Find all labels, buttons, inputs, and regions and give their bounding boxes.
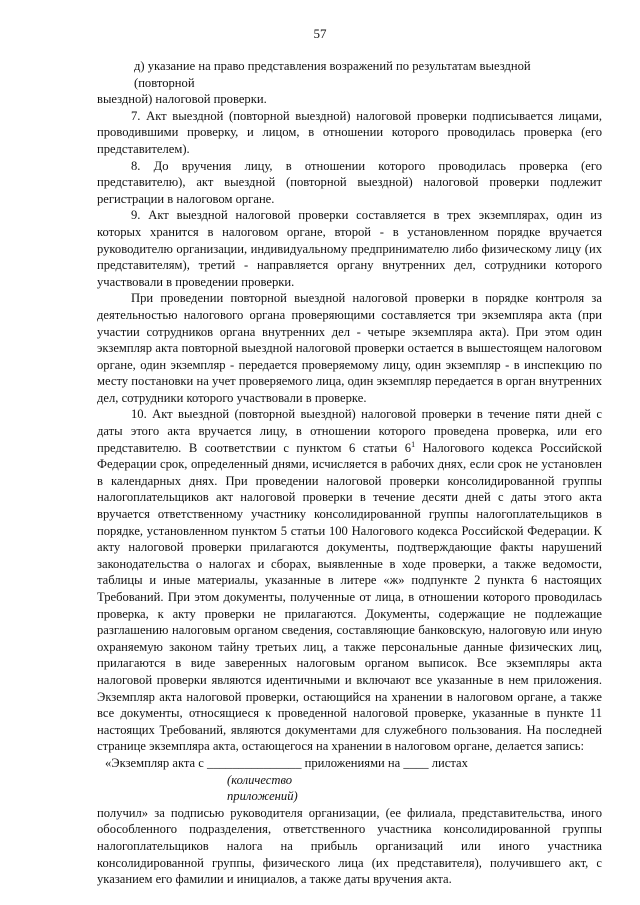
page-number: 57: [313, 26, 327, 41]
article-superscript: 1: [411, 439, 416, 449]
paragraph-10-part-b: Налогового кодекса Российской Федерации срок, определенный днями, исчисляется в рабочих днях, если срок не установлен в календарных днях. При проведении налоговой проверки консолидированной группы налогоплательщиков акт налоговой проверки в течение десяти дней с даты этого акта вручается ответственному участнику консолидированной группы налогоплательщиков в порядке, установленном пунктом 5 статьи 100 Налогового кодекса Российской Федерации. К акту налоговой проверки прилагаются документы, подтверждающие факты нарушений законодательства о налогах и сборах, выявленные в ходе проверки, а также ведомости, таблицы и иные материалы, указанные в литере «ж» подпункте 2 пункта 6 настоящих Требований. При этом документы, полученные от лица, в отношении которого проводилась проверка, к акту проверки не прилагаются. Документы, содержащие не подлежащие разглашению налоговым органом сведения, составляющие банковскую, налоговую или иную охраняемую законом тайну третьих лиц, а также персональные данные физических лиц, прилагаются в виде заверенных налоговым органом выписок. Все экземпляры акта налоговой проверки являются идентичными и включают все указанные в нем приложения. Экземпляр акта налоговой проверки, остающийся на хранении в налоговом органе, а также все документы, относящиеся к проведенной налоговой проверке, указанные в пункте 11 настоящих Требований, являются документами для служебного пользования. На последней странице экземпляра акта, остающегося на хранении в налоговом органе, делается запись:: [97, 440, 603, 754]
item-d-line1: д) указание на право представления возражений по результатам выездной: [134, 59, 531, 73]
paragraph-10: [97, 406, 602, 754]
paragraph-repeat-inspection: При проведении повторной выездной налоговой проверки в порядке контроля за деятельностью налогового органа проверяющими составляется три экземпляра акта (при участии сотрудников органа внутренних дел - четыре экземпляра акта). При этом один экземпляр акта повторной выездной налоговой проверки остается в вышестоящем налоговом органе, один экземпляр - передается проверяемому лицу, один экземпляр - в инспекцию по месту постановки на учет проверяемого лица, один экземпляр передается в орган внутренних дел, сотрудники которого участвовали в проверке.: [97, 291, 602, 405]
record-template-line: «Экземпляр акта с _______________ приложениями на ____ листах: [105, 755, 468, 770]
paragraph-9: 9. Акт выездной налоговой проверки составляется в трех экземплярах, один из которых хранится в налоговом органе, второй - в установленном порядке вручается руководителю организации, индивидуальному предпринимателю либо физическому лицу (их представителям), третий - направляется органу внутренних дел, сотрудники которого участвовали в проведении проверки.: [97, 208, 602, 289]
paragraph-8: 8. До вручения лицу, в отношении которого проводилась проверка (его представителю), акт выездной (повторной выездной) налоговой проверки подлежит регистрации в налоговом органе.: [97, 158, 602, 206]
item-d-line2: (повторной: [134, 75, 195, 90]
document-body: [97, 58, 602, 888]
paragraph-7: 7. Акт выездной (повторной выездной) налоговой проверки подписывается лицами, проводившими проверку, и лицом, в отношении которого проводилась проверка (его представителем).: [97, 108, 602, 156]
record-hint-line2: приложений): [227, 789, 298, 804]
item-d-line3: выездной) налоговой проверки.: [97, 92, 267, 107]
record-hint-line1: (количество: [227, 772, 293, 787]
paragraph-10-part-a: 10. Акт выездной (повторной выездной) налоговой проверки в течение пяти дней с даты этого акта вручается лицу, в отношении которого проведена проверка, или его представителю. В соответствии с пунктом 6 статьи 6: [97, 407, 602, 455]
record-final-text: получил» за подписью руководителя организации, (ее филиала, представительства, иного обособленного подразделения, ответственного участника консолидированной группы налогоплательщиков налога на прибыль организаций или иного участника консолидированной группы, физического лица (их представителя), получившего акт, с указанием его фамилии и инициалов, а также даты вручения акта.: [97, 805, 602, 887]
